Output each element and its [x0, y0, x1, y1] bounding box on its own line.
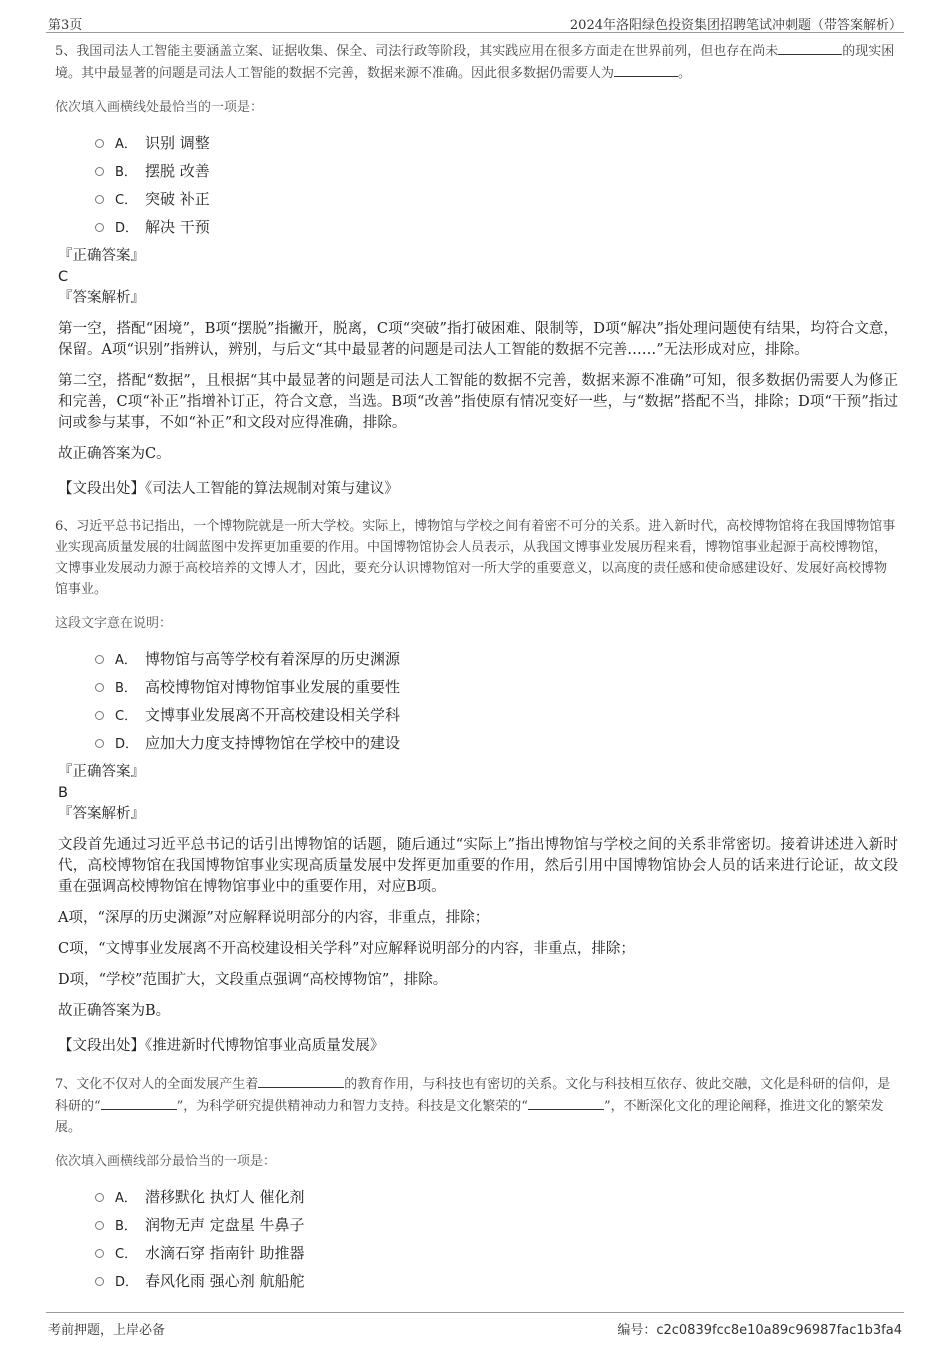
- option-b[interactable]: [95, 1212, 898, 1240]
- analysis-label: 『答案解析』: [58, 806, 145, 822]
- question-5: [55, 40, 898, 500]
- stem-text: ”，不断深化文化的理论阐释，推进文化的繁荣发展。: [55, 1099, 884, 1135]
- stem-text: 7、文化不仅对人的全面发展产生着: [55, 1077, 259, 1092]
- option-letter: B．: [115, 681, 137, 696]
- fill-blank: [528, 1095, 604, 1110]
- option-text: 突破 补正: [145, 190, 210, 208]
- footer-slogan: 考前押题，上岸必备: [48, 1323, 166, 1338]
- radio-icon[interactable]: [95, 1249, 104, 1258]
- option-text: 博物馆与高等学校有着深厚的历史渊源: [145, 650, 401, 668]
- correct-answer: C: [58, 269, 69, 285]
- document-code: [617, 1319, 902, 1338]
- option-a[interactable]: [95, 1184, 898, 1212]
- radio-icon[interactable]: [95, 683, 104, 692]
- option-c[interactable]: [95, 1240, 898, 1268]
- option-text: 水滴石穿 指南针 助推器: [145, 1244, 305, 1262]
- analysis-paragraph: C项，“文博事业发展离不开高校建设相关学科”对应解释说明部分的内容，非重点，排除；: [58, 941, 635, 957]
- analysis-paragraph: A项，“深厚的历史渊源”对应解释说明部分的内容，非重点，排除；: [58, 910, 490, 926]
- stem-text: 的教育作用，与科技也有密切的关系。文化与科技相互依存、彼此交融，文化是科研的信仰，是科研的“: [55, 1077, 891, 1114]
- option-letter: D．: [115, 1275, 139, 1290]
- fill-blank: [614, 62, 678, 77]
- page-content: [55, 40, 898, 1296]
- stem-text: 的现实困境。其中最显著的问题是司法人工智能的数据不完善，数据来源不准确。因此很多数据仍需要人为: [55, 44, 895, 81]
- radio-icon[interactable]: [95, 711, 104, 720]
- option-letter: B．: [115, 1219, 137, 1234]
- analysis-paragraph: 文段首先通过习近平总书记的话引出博物馆的话题，随后通过“实际上”指出博物馆与学校之间的关系非常密切。接着讲述进入新时代，高校博物馆在我国博物馆事业实现高质量发展中发挥更加重要的作用，然后引用中国博物馆协会人员的话来进行论证，故文段重在强调高校博物馆在博物馆事业中的重要作用，对应B项。: [58, 837, 898, 895]
- option-a[interactable]: [95, 646, 898, 674]
- radio-icon[interactable]: [95, 739, 104, 748]
- answer-label: 『正确答案』: [58, 248, 145, 264]
- option-b[interactable]: [95, 674, 898, 702]
- text-source: 【文段出处】《推进新时代博物馆事业高质量发展》: [58, 1038, 385, 1054]
- option-text: 春风化雨 强心剂 航船舵: [145, 1272, 305, 1290]
- answer-label: 『正确答案』: [58, 764, 145, 780]
- radio-icon[interactable]: [95, 1193, 104, 1202]
- analysis-paragraph: D项，“学校”范围扩大，文段重点强调“高校博物馆”，排除。: [58, 972, 448, 988]
- option-letter: A．: [115, 653, 137, 668]
- analysis-label: 『答案解析』: [58, 290, 145, 306]
- option-letter: C．: [115, 193, 138, 208]
- document-title: 2024年洛阳绿色投资集团招聘笔试冲刺题（带答案解析）: [569, 18, 902, 33]
- option-text: 应加大力度支持博物馆在学校中的建设: [145, 734, 401, 752]
- option-b[interactable]: [95, 158, 898, 186]
- option-c[interactable]: [95, 186, 898, 214]
- question-prompt: 依次填入画横线部分最恰当的一项是：: [55, 1154, 277, 1169]
- option-text: 摆脱 改善: [145, 162, 210, 180]
- radio-icon[interactable]: [95, 223, 104, 232]
- radio-icon[interactable]: [95, 195, 104, 204]
- radio-icon[interactable]: [95, 139, 104, 148]
- fill-blank: [258, 1073, 344, 1088]
- stem-text: 。: [678, 66, 692, 81]
- analysis-paragraph: 第一空，搭配“困境”，B项“摆脱”指撇开，脱离，C项“突破”指打破困难、限制等，D项“解决”指处理问题使有结果，均符合文意，保留。A项“识别”指辨认，辨别，与后文“其中最显著的问题是司法人工智能的数据不完善……”无法形成对应，排除。: [58, 321, 898, 358]
- question-prompt: 依次填入画横线处最恰当的一项是：: [55, 100, 264, 115]
- option-c[interactable]: [95, 702, 898, 730]
- option-list: [95, 130, 898, 242]
- option-text: 解决 干预: [145, 218, 210, 236]
- option-list: [95, 646, 898, 758]
- option-text: 潜移默化 执灯人 催化剂: [145, 1188, 305, 1206]
- option-letter: B．: [115, 165, 137, 180]
- option-list: [95, 1184, 898, 1296]
- question-prompt: 这段文字意在说明：: [55, 616, 173, 631]
- option-letter: C．: [115, 709, 138, 724]
- option-a[interactable]: [95, 130, 898, 158]
- fill-blank: [778, 40, 842, 55]
- radio-icon[interactable]: [95, 655, 104, 664]
- option-letter: D．: [115, 221, 139, 236]
- question-7: [55, 1073, 898, 1296]
- radio-icon[interactable]: [95, 1221, 104, 1230]
- question-stem: 6、习近平总书记指出，一个博物院就是一所大学校。实际上，博物馆与学校之间有着密不可分的关系。进入新时代，高校博物馆将在我国博物馆事业实现高质量发展的壮阔蓝图中发挥更加重要的作用。中国博物馆协会人员表示，从我国文博事业发展历程来看，博物馆事业起源于高校博物馆，文博事业发展动力源于高校培养的文博人才，因此，要充分认识博物馆对一所大学的重要意义，以高度的责任感和使命感建设好、发展好高校博物馆事业。: [55, 519, 896, 597]
- option-text: 识别 调整: [145, 134, 210, 152]
- option-text: 文博事业发展离不开高校建设相关学科: [145, 706, 401, 724]
- text-source: 【文段出处】《司法人工智能的算法规制对策与建议》: [58, 481, 399, 497]
- stem-text: 5、我国司法人工智能主要涵盖立案、证据收集、保全、司法行政等阶段，其实践应用在很多方面走在世界前列，但也存在尚未: [55, 44, 779, 59]
- fill-blank: [101, 1095, 177, 1110]
- page-number: 第3页: [48, 18, 83, 33]
- option-text: 高校博物馆对博物馆事业发展的重要性: [145, 678, 401, 696]
- correct-answer: B: [58, 785, 68, 801]
- page-header: [46, 10, 904, 33]
- page-footer: [46, 1312, 904, 1341]
- stem-text: ”，为科学研究提供精神动力和智力支持。科技是文化繁荣的“: [176, 1099, 528, 1114]
- question-stem: [55, 1073, 898, 1138]
- question-stem: [55, 40, 898, 84]
- question-6: [55, 516, 898, 1057]
- analysis-conclusion: 故正确答案为B。: [58, 1003, 171, 1019]
- option-d[interactable]: [95, 730, 898, 758]
- option-letter: C．: [115, 1247, 138, 1262]
- option-letter: A．: [115, 137, 137, 152]
- option-d[interactable]: [95, 1268, 898, 1296]
- radio-icon[interactable]: [95, 167, 104, 176]
- option-letter: D．: [115, 737, 139, 752]
- analysis-conclusion: 故正确答案为C。: [58, 446, 171, 462]
- radio-icon[interactable]: [95, 1277, 104, 1286]
- option-letter: A．: [115, 1191, 137, 1206]
- option-text: 润物无声 定盘星 牛鼻子: [145, 1216, 305, 1234]
- code-label: 编号：: [617, 1323, 657, 1338]
- analysis-paragraph: 第二空，搭配“数据”，且根据“其中最显著的问题是司法人工智能的数据不完善，数据来源不准确”可知，很多数据仍需要人为修正和完善，C项“补正”指增补订正，符合文意，当选。B项“改善”指使原有情况变好一些，与“数据”搭配不当，排除；D项“干预”指过问或参与某事，不如“补正”和文段对应得准确，排除。: [58, 373, 898, 431]
- option-d[interactable]: [95, 214, 898, 242]
- code-value: c2c0839fcc8e10a89c96987fac1b3fa4: [656, 1323, 902, 1338]
